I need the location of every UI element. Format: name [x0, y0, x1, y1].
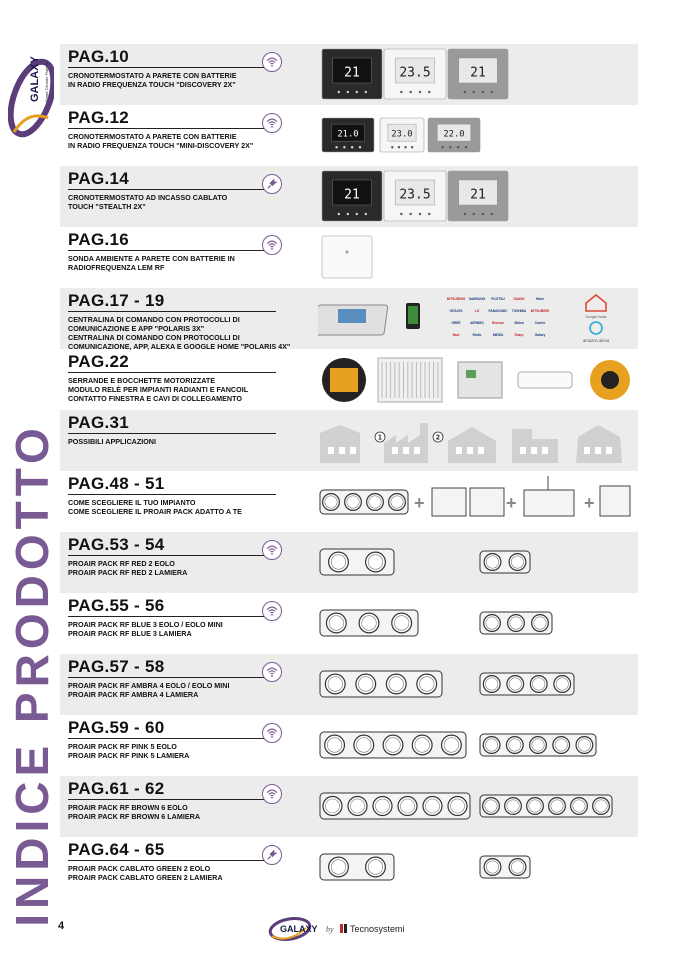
partner-logo: MITSUBISHI: [530, 309, 550, 313]
product-visual: [318, 291, 634, 346]
connection-badge: [262, 52, 282, 72]
product-visual: [318, 108, 634, 163]
outlet: [367, 494, 384, 511]
page-reference: PAG.14: [68, 169, 130, 188]
thermostat-display: 21: [470, 65, 486, 81]
title-underline: [68, 555, 276, 556]
accessory-products: [322, 358, 630, 402]
outlet: [509, 554, 526, 571]
partner-logo: FUJITSU: [491, 297, 505, 301]
title-underline: [68, 372, 276, 373]
entry-description: [68, 681, 283, 699]
page-reference: PAG.22: [68, 352, 130, 371]
outlet: [484, 554, 501, 571]
page-number: 4: [58, 920, 65, 932]
thermostat-1: [380, 118, 424, 152]
sensor-device: [322, 236, 372, 278]
outlet: [484, 615, 501, 632]
page-reference: PAG.10: [68, 47, 130, 66]
page-title-vertical: [6, 423, 59, 927]
plenum-1: [480, 673, 574, 695]
application-building-4: [576, 425, 622, 463]
wifi-icon: [265, 665, 279, 679]
alexa-label: amazon alexa: [582, 338, 610, 343]
page-title: INDICE PRODOTTO: [6, 423, 59, 927]
wifi-icon: [265, 543, 279, 557]
plenum-0: [320, 854, 394, 880]
description-line: RADIOFREQUENZA LEM RF: [68, 263, 165, 272]
page-reference: PAG.55 - 56: [68, 596, 165, 615]
index-entry: [60, 654, 638, 715]
partner-logo: AERMEC: [470, 321, 484, 325]
outlet: [530, 676, 547, 693]
description-line: PROAIR PACK RF RED 2 EOLO: [68, 559, 175, 568]
footer-partner-text: Tecnosystemi: [350, 924, 405, 934]
index-list: [60, 44, 638, 898]
product-visual: [318, 840, 634, 895]
outlet: [483, 676, 500, 693]
plus-sign: +: [414, 493, 425, 513]
partner-logo: TOSHIBA: [511, 309, 527, 313]
partner-logo: LG: [474, 309, 480, 313]
description-line: CONTATTO FINESTRA E CAVI DI COLLEGAMENTO: [68, 394, 242, 403]
description-line: TOUCH "STEALTH 2X": [68, 202, 146, 211]
outlet: [383, 735, 403, 755]
entry-description: [68, 376, 283, 403]
product-visual: [318, 596, 634, 651]
page-reference: PAG.64 - 65: [68, 840, 165, 859]
partner-logo: MITSUBISHI: [446, 297, 466, 301]
wifi-icon: [265, 787, 279, 801]
page-reference: PAG.12: [68, 108, 130, 127]
product-visual: [318, 535, 634, 590]
thermostat-display: 21: [470, 187, 486, 203]
outlet: [354, 735, 374, 755]
window-contact: [518, 372, 572, 388]
outlet: [329, 552, 349, 572]
title-underline: [68, 616, 276, 617]
outlet: [508, 615, 525, 632]
outlet: [392, 613, 412, 633]
description-line: PROAIR PACK RF BLUE 3 EOLO / EOLO MINI: [68, 620, 223, 629]
connection-badge: [262, 113, 282, 133]
outlet: [527, 798, 544, 815]
footer-logo-text: GALAXY: [280, 924, 318, 934]
outlet: [532, 615, 549, 632]
application-building-2: [448, 427, 496, 463]
description-line: PROAIR PACK RF AMBRA 4 EOLO / EOLO MINI: [68, 681, 230, 690]
relay-module: [458, 362, 502, 398]
connection-badge: [262, 845, 282, 865]
partner-logo: Galaxy: [534, 333, 546, 337]
page-reference: PAG.57 - 58: [68, 657, 165, 676]
entry-description: [68, 315, 291, 351]
entry-description: [68, 193, 283, 211]
svg-text:Smart Climate Platform: Smart Climate Platform: [44, 60, 49, 102]
outlet: [530, 737, 547, 754]
thermostat-display: 21: [344, 65, 360, 81]
outlet: [398, 797, 417, 816]
thermostat-0: [322, 118, 374, 152]
plenum-0: [320, 671, 442, 697]
google-home-label: Google Home: [585, 315, 607, 319]
connection-badge: [262, 723, 282, 743]
connection-badge: [262, 662, 282, 682]
outlet: [386, 674, 406, 694]
description-line: COMUNICAZIONE, APP, ALEXA E GOOGLE HOME "POLARIS 4X": [68, 342, 291, 351]
title-underline: [68, 738, 276, 739]
outlet: [323, 797, 342, 816]
description-line: CENTRALINA DI COMANDO CON PROTOCOLLI DI: [68, 333, 240, 342]
svg-text:GALAXY: GALAXY: [29, 56, 41, 102]
thermostat-display: 22.0: [443, 129, 465, 140]
entry-description: [68, 742, 283, 760]
description-line: COME SCEGLIERE IL TUO IMPIANTO: [68, 498, 196, 507]
plenum-1: [480, 734, 596, 756]
index-entry: [60, 715, 638, 776]
outlet: [356, 674, 376, 694]
relay-outline: [600, 486, 630, 516]
plenum-1: [480, 612, 552, 634]
outlet: [366, 552, 386, 572]
voice-assistants: [583, 295, 610, 343]
partner-logo: Hisense: [491, 321, 505, 325]
partner-logo: PANASONIC: [488, 309, 508, 313]
plenum-1: [480, 551, 530, 573]
wifi-icon: [265, 116, 279, 130]
entry-description: [68, 498, 283, 516]
index-entry: [60, 44, 638, 105]
outlet: [483, 798, 500, 815]
title-underline: [68, 67, 276, 68]
outlet: [448, 797, 467, 816]
outlet: [553, 737, 570, 754]
outlet: [345, 494, 362, 511]
partner-logo: DAIKIN: [513, 297, 525, 301]
index-entry: [60, 410, 638, 471]
title-underline: [68, 311, 276, 312]
entry-description: [68, 864, 283, 882]
partner-logos: [447, 297, 550, 337]
title-underline: [68, 677, 276, 678]
description-line: COMUNICAZIONE E APP "POLARIS 3X": [68, 324, 205, 333]
thermostat-2: [428, 118, 480, 152]
alexa-icon: [590, 322, 602, 334]
index-entry: [60, 776, 638, 837]
thermostat-outline: [470, 488, 504, 516]
connection-badge: [262, 540, 282, 560]
thermostat-display: 21.0: [337, 129, 359, 140]
partner-logo: Baxi: [452, 333, 460, 337]
product-visual: [318, 779, 634, 834]
outlet: [329, 857, 349, 877]
product-visual: [318, 474, 634, 529]
thermostat-0: [322, 171, 382, 221]
description-line: CRONOTERMOSTATO AD INCASSO CABLATO: [68, 193, 228, 202]
outlet: [423, 797, 442, 816]
title-underline: [68, 189, 276, 190]
page-reference: PAG.61 - 62: [68, 779, 165, 798]
description-line: PROAIR PACK RF BROWN 6 EOLO: [68, 803, 188, 812]
plus-sign: +: [506, 493, 517, 513]
thermostat-display: 23.0: [391, 129, 413, 140]
application-number: 1: [378, 434, 382, 442]
description-line: PROAIR PACK RF BROWN 6 LAMIERA: [68, 812, 201, 821]
outlet: [323, 494, 340, 511]
index-entry: [60, 166, 638, 227]
description-line: SERRANDE E BOCCHETTE MOTORIZZATE: [68, 376, 216, 385]
outlet: [483, 737, 500, 754]
thermostat-display: 21: [344, 187, 360, 203]
page-reference: PAG.31: [68, 413, 130, 432]
partner-logo: MIDEA: [492, 333, 504, 337]
connection-badge: [262, 601, 282, 621]
partner-logo: Sharp: [514, 333, 524, 337]
outlet: [389, 494, 406, 511]
application-building-1: [384, 423, 428, 463]
description-line: POSSIBILI APPLICAZIONI: [68, 437, 156, 446]
description-line: SONDA AMBIENTE A PARETE CON BATTERIE IN: [68, 254, 235, 263]
title-underline: [68, 860, 276, 861]
wifi-icon: [265, 604, 279, 618]
outlet: [549, 798, 566, 815]
entry-description: [68, 71, 283, 89]
entry-description: [68, 254, 283, 272]
title-underline: [68, 250, 276, 251]
index-entry: [60, 105, 638, 166]
outlet: [359, 613, 379, 633]
entry-description: [68, 437, 283, 446]
description-line: PROAIR PACK RF PINK 5 EOLO: [68, 742, 177, 751]
control-unit-outline: [524, 490, 574, 516]
footer-by-text: by: [326, 925, 334, 934]
outlet: [571, 798, 588, 815]
outlet: [554, 676, 571, 693]
outlet: [442, 735, 462, 755]
outlet: [509, 859, 526, 876]
page-reference: PAG.53 - 54: [68, 535, 165, 554]
title-underline: [68, 494, 276, 495]
plenum-1: [480, 795, 612, 817]
description-line: PROAIR PACK RF AMBRA 4 LAMIERA: [68, 690, 199, 699]
index-entry: [60, 288, 638, 349]
outlet: [576, 737, 593, 754]
description-line: PROAIR PACK CABLATO GREEN 2 LAMIERA: [68, 873, 223, 882]
product-visual: [318, 413, 634, 468]
product-visual: [318, 718, 634, 773]
product-visual: [318, 352, 634, 407]
wifi-icon: [265, 238, 279, 252]
index-entry: [60, 349, 638, 410]
partner-logo: Riello: [472, 333, 482, 337]
entry-description: [68, 132, 283, 150]
page-reference: PAG.48 - 51: [68, 474, 165, 493]
outlet: [484, 859, 501, 876]
wifi-icon: [265, 55, 279, 69]
partner-logo: HITACHI: [449, 309, 463, 313]
outlet: [325, 674, 345, 694]
partner-logo: Haier: [536, 297, 544, 301]
index-entry: [60, 227, 638, 288]
control-unit: [318, 303, 420, 335]
outlet: [326, 613, 346, 633]
thermostat-1: [384, 49, 446, 99]
outlet: [373, 797, 392, 816]
galaxy-logo: [8, 40, 54, 140]
plenum-0: [320, 732, 466, 758]
description-line: IN RADIO FREQUENZA TOUCH "DISCOVERY 2X": [68, 80, 236, 89]
entry-description: [68, 620, 283, 638]
thermostat-outline: [432, 488, 466, 516]
thermostat-1: [384, 171, 446, 221]
outlet: [507, 676, 524, 693]
application-building-3: [512, 429, 558, 463]
outlet: [506, 737, 523, 754]
index-entry: [60, 593, 638, 654]
outlet: [366, 857, 386, 877]
page-reference: PAG.17 - 19: [68, 291, 165, 310]
thermostat-2: [448, 49, 508, 99]
index-entry: [60, 471, 638, 532]
partner-logo: SAMSUNG: [468, 297, 486, 301]
google-home-icon: [586, 295, 606, 311]
partner-logo: Midea: [514, 321, 524, 325]
plenum-0: [320, 549, 394, 575]
plenum-1: [480, 856, 530, 878]
page-reference: PAG.59 - 60: [68, 718, 165, 737]
plenum-0: [320, 793, 470, 819]
thermostat-display: 23.5: [399, 187, 431, 203]
title-underline: [68, 799, 276, 800]
outlet: [325, 735, 345, 755]
plenum-0: [320, 490, 408, 514]
product-visual: [318, 47, 634, 102]
plenum-0: [320, 610, 418, 636]
title-underline: [68, 128, 276, 129]
connection-badge: [262, 784, 282, 804]
title-underline: [68, 433, 276, 434]
partner-logo: Carrier: [534, 321, 546, 325]
wifi-icon: [265, 726, 279, 740]
product-visual: [318, 169, 634, 224]
application-building-0: [320, 425, 360, 463]
description-line: MODULO RELÈ PER IMPIANTI RADIANTI E FANCOIL: [68, 385, 249, 394]
product-visual: [318, 657, 634, 712]
application-number: 2: [436, 434, 440, 442]
outlet: [505, 798, 522, 815]
description-line: COME SCEGLIERE IL PROAIR PACK ADATTO A TE: [68, 507, 242, 516]
plug-icon: [265, 848, 279, 862]
entry-description: [68, 559, 283, 577]
index-entry: [60, 532, 638, 593]
index-entry: [60, 837, 638, 898]
description-line: PROAIR PACK RF BLUE 3 LAMIERA: [68, 629, 192, 638]
product-visual: [318, 230, 634, 285]
entry-description: [68, 803, 283, 821]
thermostat-2: [448, 171, 508, 221]
description-line: IN RADIO FREQUENZA TOUCH "MINI-DISCOVERY 2X": [68, 141, 254, 150]
motorized-grille: [378, 358, 442, 402]
footer-brand-logo: [268, 914, 428, 944]
description-line: PROAIR PACK RF PINK 5 LAMIERA: [68, 751, 190, 760]
thermostat-0: [322, 49, 382, 99]
thermostat-display: 23.5: [399, 65, 431, 81]
outlet: [417, 674, 437, 694]
partner-logo: GREE: [451, 321, 461, 325]
plus-sign: +: [584, 493, 595, 513]
description-line: PROAIR PACK CABLATO GREEN 2 EOLO: [68, 864, 211, 873]
outlet: [412, 735, 432, 755]
plug-icon: [265, 177, 279, 191]
description-line: CRONOTERMOSTATO A PARETE CON BATTERIE: [68, 132, 237, 141]
outlet: [348, 797, 367, 816]
connection-badge: [262, 174, 282, 194]
connection-badge: [262, 235, 282, 255]
description-line: CENTRALINA DI COMANDO CON PROTOCOLLI DI: [68, 315, 240, 324]
page-reference: PAG.16: [68, 230, 130, 249]
description-line: CRONOTERMOSTATO A PARETE CON BATTERIE: [68, 71, 237, 80]
description-line: PROAIR PACK RF RED 2 LAMIERA: [68, 568, 188, 577]
outlet: [593, 798, 610, 815]
